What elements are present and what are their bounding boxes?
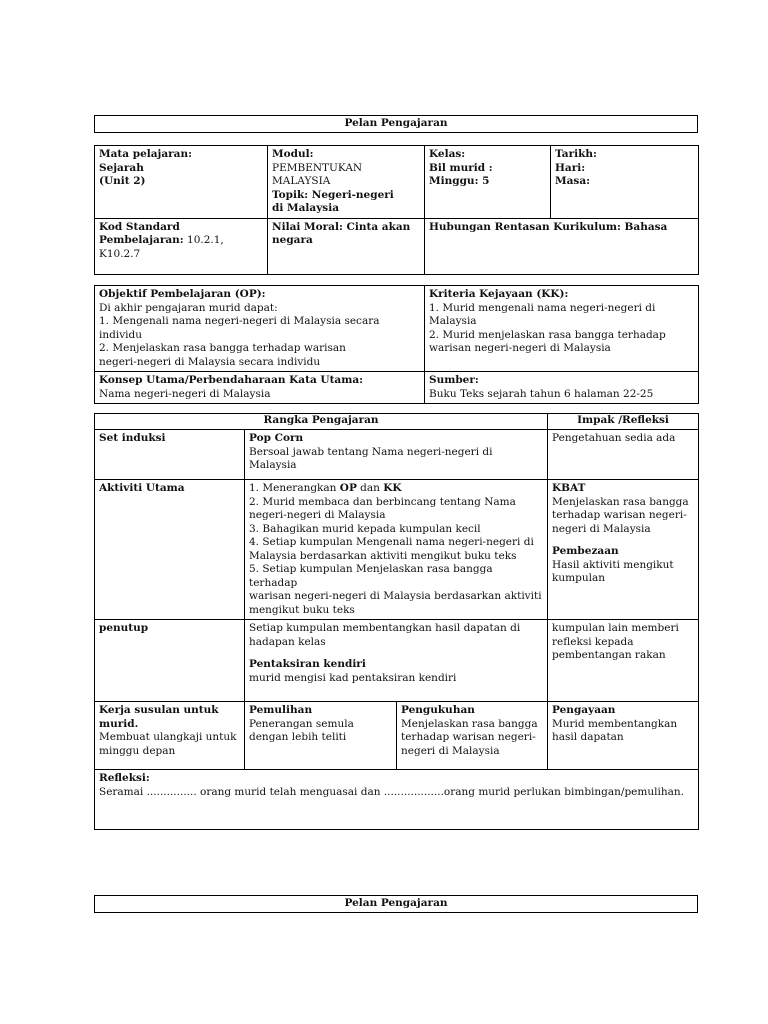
tarikh-label: Tarikh: xyxy=(555,148,597,160)
kbat-line: terhadap warisan negeri- xyxy=(552,509,687,521)
mata-pelajaran-cell xyxy=(95,146,268,219)
bil-murid-label: Bil murid : xyxy=(429,161,493,174)
pentaksiran-text: murid mengisi kad pentaksiran kendiri xyxy=(249,671,457,684)
pembezaan-line: kumpulan xyxy=(552,572,605,584)
kriteria-line: Malaysia xyxy=(429,315,477,327)
modul-value: PEMBENTUKAN xyxy=(272,161,363,174)
objektif-label: Objektif Pembelajaran (OP): xyxy=(99,288,266,300)
objektif-cell xyxy=(95,286,425,372)
hubungan-label: Hubungan Rentasan Kurikulum: Bahasa xyxy=(429,220,668,233)
pemulihan-cell xyxy=(245,702,397,770)
pemulihan-line: Penerangan semula xyxy=(249,717,354,730)
modul-value-2: MALAYSIA xyxy=(272,175,331,187)
pemulihan-label: Pemulihan xyxy=(249,704,313,716)
set-induksi-label: Set induksi xyxy=(99,432,166,444)
kelas-label: Kelas: xyxy=(429,148,466,160)
masa-label: Masa: xyxy=(555,175,591,187)
kriteria-line: warisan negeri-negeri di Malaysia xyxy=(429,342,611,354)
nilai-moral-label: Nilai Moral: Cinta akan xyxy=(272,220,411,233)
pengayaan-line: Murid membentangkan xyxy=(552,717,678,730)
aktiviti-line: 3. Bahagikan murid kepada kumpulan kecil xyxy=(249,522,481,535)
pemulihan-line: dengan lebih teliti xyxy=(249,731,347,743)
penutup-line: hadapan kelas xyxy=(249,635,326,648)
aktiviti-line: warisan negeri-negeri di Malaysia berdasarkan aktiviti xyxy=(249,590,542,602)
pengukuhan-cell xyxy=(397,702,548,770)
modul-label: Modul: xyxy=(272,148,314,160)
pembezaan-line: Hasil aktiviti mengikut xyxy=(552,558,674,571)
kod-pembelajaran-label: Pembelajaran: xyxy=(99,234,184,246)
mata-pelajaran-label: Mata pelajaran: xyxy=(99,148,192,160)
nilai-moral-cell xyxy=(268,218,425,274)
hari-label: Hari: xyxy=(555,161,586,174)
impak-header: Impak /Refleksi xyxy=(577,414,669,426)
rangka-table xyxy=(94,413,699,830)
pengukuhan-line: terhadap warisan negeri- xyxy=(401,731,536,743)
mata-pelajaran-unit: (Unit 2) xyxy=(99,175,146,187)
kbat-line: Menjelaskan rasa bangga xyxy=(552,495,689,508)
aktiviti-label: Aktiviti Utama xyxy=(99,482,185,494)
pengukuhan-line: Menjelaskan rasa bangga xyxy=(401,717,538,730)
refleksi-text: Seramai ............... orang murid telah menguasai dan ..................orang murid perlukan bimbingan/pemulihan. xyxy=(99,785,684,798)
penutup-cell xyxy=(95,620,245,702)
penutup-impak-line: pembentangan rakan xyxy=(552,649,666,661)
page-title: Pelan Pengajaran xyxy=(94,115,698,133)
nilai-moral-value: negara xyxy=(272,234,313,246)
aktiviti-cell xyxy=(95,480,245,620)
pengayaan-cell xyxy=(548,702,699,770)
objektif-line: 2. Menjelaskan rasa bangga terhadap warisan xyxy=(99,342,346,354)
footer-page-title: Pelan Pengajaran xyxy=(94,895,698,913)
objektif-line: 1. Mengenali nama negeri-negeri di Malaysia secara xyxy=(99,315,380,327)
konsep-label: Konsep Utama/Perbendaharaan Kata Utama: xyxy=(99,374,364,386)
kriteria-line: 1. Murid mengenali nama negeri-negeri di xyxy=(429,301,656,314)
topik-label: Topik: Negeri-negeri xyxy=(272,188,394,201)
header-table xyxy=(94,145,699,275)
hubungan-cell xyxy=(425,218,699,274)
rangka-header-cell xyxy=(95,414,548,430)
rangka-header: Rangka Pengajaran xyxy=(263,414,379,426)
kod-value: 10.2.1, xyxy=(183,234,224,246)
objektif-line: Di akhir pengajaran murid dapat: xyxy=(99,301,278,314)
kod-value-2: K10.2.7 xyxy=(99,247,141,260)
kerja-susulan-line: minggu depan xyxy=(99,744,176,757)
set-induksi-text: Bersoal jawab tentang Nama negeri-negeri di Malaysia xyxy=(249,445,493,471)
aktiviti-line1-pre: 1. Menerangkan xyxy=(249,482,340,494)
refleksi-label: Refleksi: xyxy=(99,772,150,784)
kerja-susulan-label: Kerja susulan untuk xyxy=(99,704,219,716)
aktiviti-content xyxy=(245,480,548,620)
objektif-line: negeri-negeri di Malaysia secara individu xyxy=(99,355,321,368)
aktiviti-line: mengikut buku teks xyxy=(249,603,355,616)
set-induksi-content xyxy=(245,430,548,480)
konsep-value: Nama negeri-negeri di Malaysia xyxy=(99,387,271,400)
pengukuhan-line: negeri di Malaysia xyxy=(401,744,500,757)
aktiviti-impak xyxy=(548,480,699,620)
aktiviti-line1-mid: dan xyxy=(356,482,384,494)
mata-pelajaran-value: Sejarah xyxy=(99,161,144,174)
pengayaan-line: hasil dapatan xyxy=(552,731,624,743)
pengukuhan-label: Pengukuhan xyxy=(401,704,475,716)
kriteria-line: 2. Murid menjelaskan rasa bangga terhadap xyxy=(429,328,666,341)
penutup-impak-line: kumpulan lain memberi xyxy=(552,622,679,634)
kelas-cell xyxy=(425,146,551,219)
refleksi-cell xyxy=(95,770,699,830)
pengayaan-label: Pengayaan xyxy=(552,704,616,716)
aktiviti-line: negeri-negeri di Malaysia xyxy=(249,509,386,521)
pop-corn-title: Pop Corn xyxy=(249,432,304,444)
kriteria-label: Kriteria Kejayaan (KK): xyxy=(429,288,569,300)
penutup-impak xyxy=(548,620,699,702)
set-induksi-cell xyxy=(95,430,245,480)
kerja-susulan-line: Membuat ulangkaji untuk xyxy=(99,731,237,743)
kerja-susulan-label-2: murid. xyxy=(99,717,139,730)
kriteria-cell xyxy=(425,286,699,372)
sumber-value: Buku Teks sejarah tahun 6 halaman 22-25 xyxy=(429,387,654,400)
kbat-label: KBAT xyxy=(552,482,586,494)
pembezaan-label: Pembezaan xyxy=(552,545,619,557)
pentaksiran-label: Pentaksiran kendiri xyxy=(249,658,366,670)
objective-table xyxy=(94,285,699,404)
sumber-cell xyxy=(425,372,699,404)
kbat-line: negeri di Malaysia xyxy=(552,522,651,535)
tarikh-cell xyxy=(551,146,699,219)
modul-cell xyxy=(268,146,425,219)
penutup-line: Setiap kumpulan membentangkan hasil dapatan di xyxy=(249,622,521,634)
aktiviti-line: Malaysia berdasarkan aktiviti mengikut buku teks xyxy=(249,549,517,562)
aktiviti-line: 2. Murid membaca dan berbincang tentang Nama xyxy=(249,495,516,508)
aktiviti-line: 5. Setiap kumpulan Menjelaskan rasa bangga terhadap xyxy=(249,563,493,589)
impak-header-cell xyxy=(548,414,699,430)
set-induksi-impak xyxy=(548,430,699,480)
kk-text: KK xyxy=(383,482,402,494)
aktiviti-line: 4. Setiap kumpulan Mengenali nama negeri-negeri di xyxy=(249,536,534,548)
sumber-label: Sumber: xyxy=(429,374,479,386)
penutup-label: penutup xyxy=(99,622,149,634)
topik-value: di Malaysia xyxy=(272,202,340,214)
kod-standard-cell xyxy=(95,218,268,274)
penutup-content xyxy=(245,620,548,702)
objektif-line: individu xyxy=(99,328,142,341)
konsep-cell xyxy=(95,372,425,404)
set-induksi-impak-text: Pengetahuan sedia ada xyxy=(552,432,676,444)
penutup-impak-line: refleksi kepada xyxy=(552,635,634,648)
kerja-susulan-cell xyxy=(95,702,245,770)
kod-standard-label: Kod Standard xyxy=(99,220,180,233)
minggu-label: Minggu: 5 xyxy=(429,175,490,187)
op-text: OP xyxy=(339,482,357,494)
